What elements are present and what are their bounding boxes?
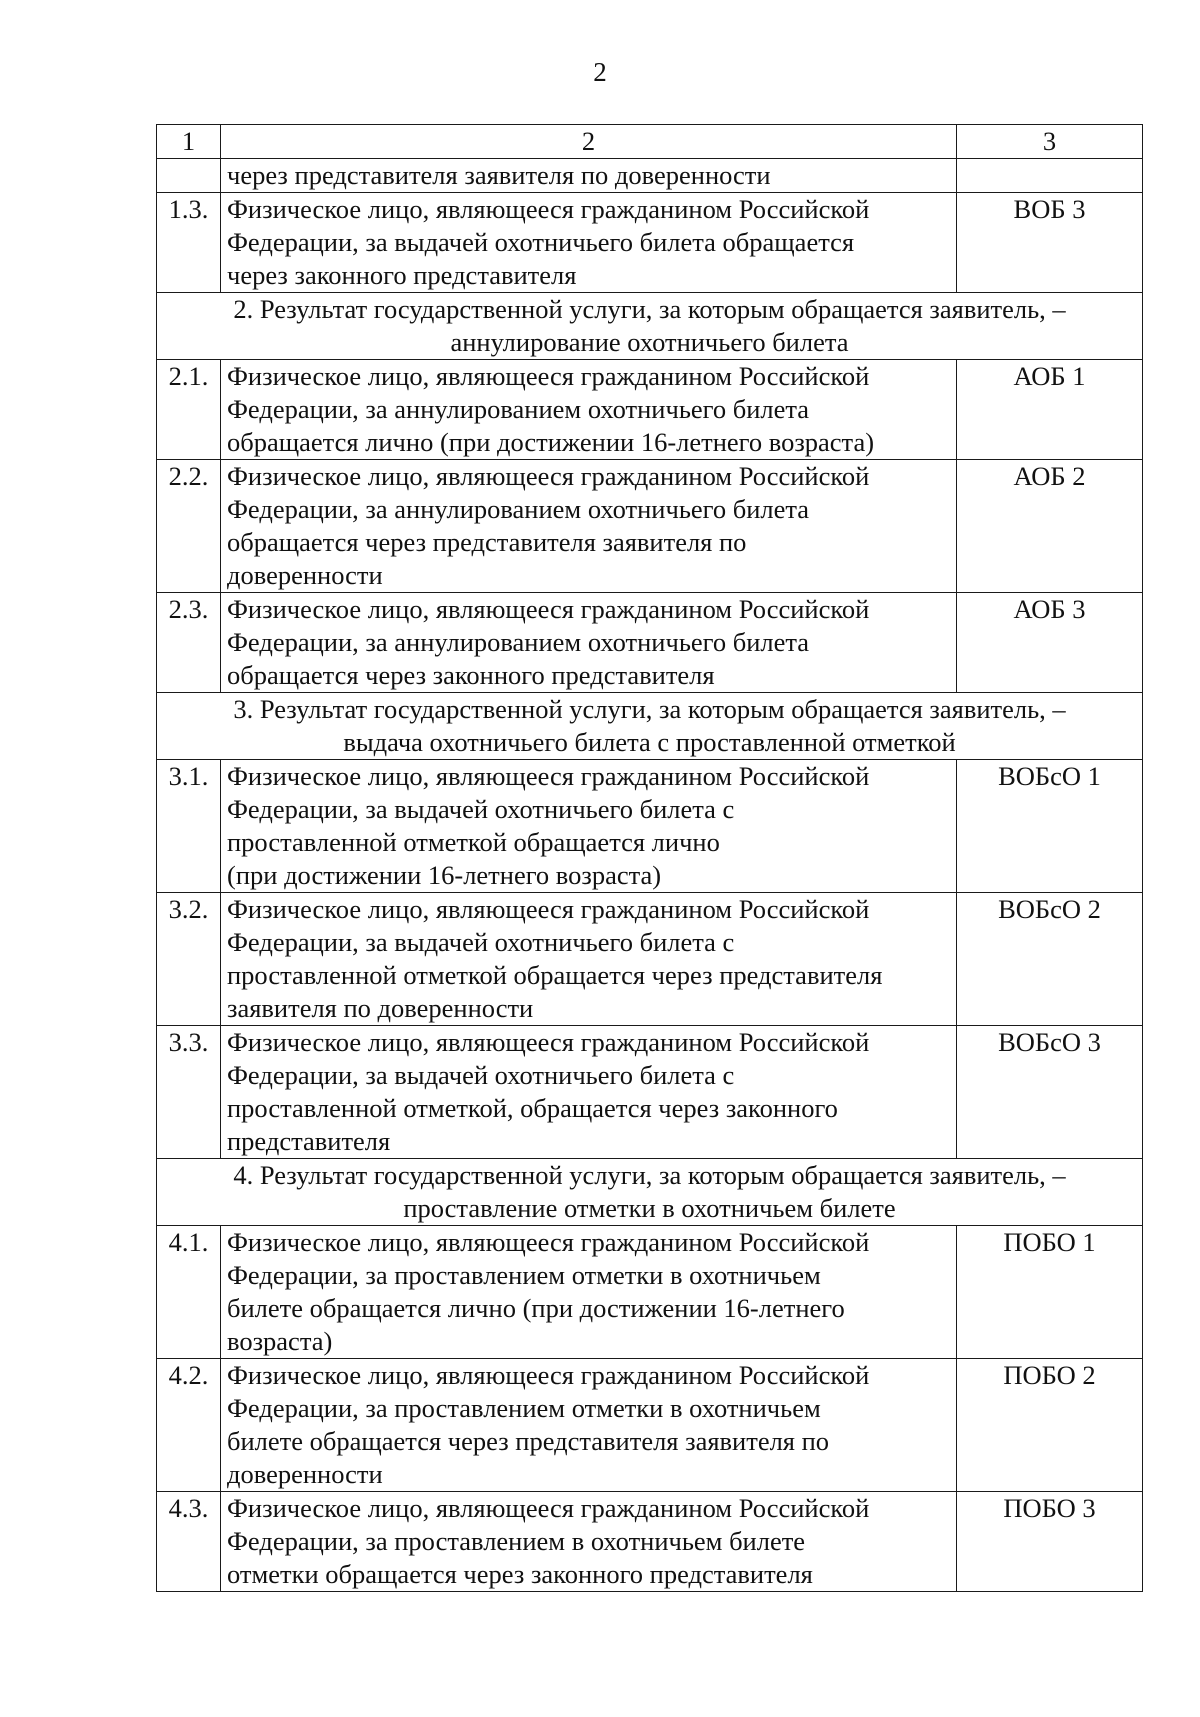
row-description-text: через представителя заявителя по доверенности	[227, 160, 771, 190]
row-number: 4.2.	[157, 1359, 221, 1492]
section-heading-text: 3. Результат государственной услуги, за которым обращается заявитель, – выдача охотничьего билета с проставленной отметкой	[233, 694, 1066, 757]
section-row	[157, 1159, 1143, 1226]
table-row	[157, 593, 1143, 693]
table-row	[157, 460, 1143, 593]
row-number: 3.1.	[157, 760, 221, 893]
row-number: 3.2.	[157, 893, 221, 1026]
row-description	[221, 1226, 957, 1359]
row-description	[221, 1359, 957, 1492]
row-description-text: Физическое лицо, являющееся гражданином Российской Федерации, за проставлением в охотничьем билете отметки обращается через законного представителя	[227, 1493, 870, 1589]
row-description	[221, 760, 957, 893]
table-header-row	[157, 125, 1143, 159]
row-description	[221, 360, 957, 460]
row-description	[221, 1492, 957, 1592]
page-number: 2	[593, 57, 607, 87]
table-row	[157, 360, 1143, 460]
row-description	[221, 193, 957, 293]
row-description-text: Физическое лицо, являющееся гражданином Российской Федерации, за проставлением отметки в охотничьем билете обращается лично (при достижении 16-летнего возраста)	[227, 1227, 870, 1356]
row-code: АОБ 3	[957, 593, 1143, 693]
row-code: ПОБО 3	[957, 1492, 1143, 1592]
row-description	[221, 893, 957, 1026]
row-description	[221, 159, 957, 193]
services-table	[156, 124, 1143, 1592]
row-description-text: Физическое лицо, являющееся гражданином Российской Федерации, за выдачей охотничьего билета обращается через законного представителя	[227, 194, 870, 290]
table-row	[157, 893, 1143, 1026]
row-description-text: Физическое лицо, являющееся гражданином Российской Федерации, за аннулированием охотничьего билета обращается через законного представителя	[227, 594, 870, 690]
row-number	[157, 159, 221, 193]
table-row	[157, 159, 1143, 193]
row-number: 2.2.	[157, 460, 221, 593]
table-row	[157, 193, 1143, 293]
header-col-1: 1	[157, 125, 221, 159]
row-description-text: Физическое лицо, являющееся гражданином Российской Федерации, за проставлением отметки в охотничьем билете обращается через представителя заявителя по доверенности	[227, 1360, 870, 1489]
row-code	[957, 159, 1143, 193]
row-description	[221, 460, 957, 593]
row-description-text: Физическое лицо, являющееся гражданином Российской Федерации, за аннулированием охотничьего билета обращается через представителя заявителя по доверенности	[227, 461, 870, 590]
row-description	[221, 1026, 957, 1159]
row-code: ПОБО 1	[957, 1226, 1143, 1359]
header-col-3: 3	[957, 125, 1143, 159]
row-code: ВОБсО 1	[957, 760, 1143, 893]
header-col-2: 2	[221, 125, 957, 159]
table-row	[157, 760, 1143, 893]
section-heading-text: 4. Результат государственной услуги, за которым обращается заявитель, – проставление отметки в охотничьем билете	[233, 1160, 1066, 1223]
row-number: 2.3.	[157, 593, 221, 693]
row-code: ВОБсО 2	[957, 893, 1143, 1026]
row-code: АОБ 1	[957, 360, 1143, 460]
table-row	[157, 1026, 1143, 1159]
row-description-text: Физическое лицо, являющееся гражданином Российской Федерации, за выдачей охотничьего билета с проставленной отметкой обращается через представителя заявителя по доверенности	[227, 894, 883, 1023]
table-row	[157, 1226, 1143, 1359]
row-description-text: Физическое лицо, являющееся гражданином Российской Федерации, за аннулированием охотничьего билета обращается лично (при достижении 16-летнего возраста)	[227, 361, 875, 457]
row-description-text: Физическое лицо, являющееся гражданином Российской Федерации, за выдачей охотничьего билета с проставленной отметкой обращается лично (при достижении 16-летнего возраста)	[227, 761, 870, 890]
row-code: ВОБсО 3	[957, 1026, 1143, 1159]
row-code: ВОБ 3	[957, 193, 1143, 293]
row-number: 3.3.	[157, 1026, 221, 1159]
section-heading	[157, 293, 1143, 360]
row-description-text: Физическое лицо, являющееся гражданином Российской Федерации, за выдачей охотничьего билета с проставленной отметкой, обращается через законного представителя	[227, 1027, 870, 1156]
row-number: 4.3.	[157, 1492, 221, 1592]
section-heading	[157, 693, 1143, 760]
section-heading-text: 2. Результат государственной услуги, за которым обращается заявитель, – аннулирование охотничьего билета	[233, 294, 1066, 357]
section-row	[157, 293, 1143, 360]
section-heading	[157, 1159, 1143, 1226]
row-code: АОБ 2	[957, 460, 1143, 593]
section-row	[157, 693, 1143, 760]
row-number: 1.3.	[157, 193, 221, 293]
row-number: 2.1.	[157, 360, 221, 460]
row-description	[221, 593, 957, 693]
table-row	[157, 1359, 1143, 1492]
table-row	[157, 1492, 1143, 1592]
row-number: 4.1.	[157, 1226, 221, 1359]
row-code: ПОБО 2	[957, 1359, 1143, 1492]
